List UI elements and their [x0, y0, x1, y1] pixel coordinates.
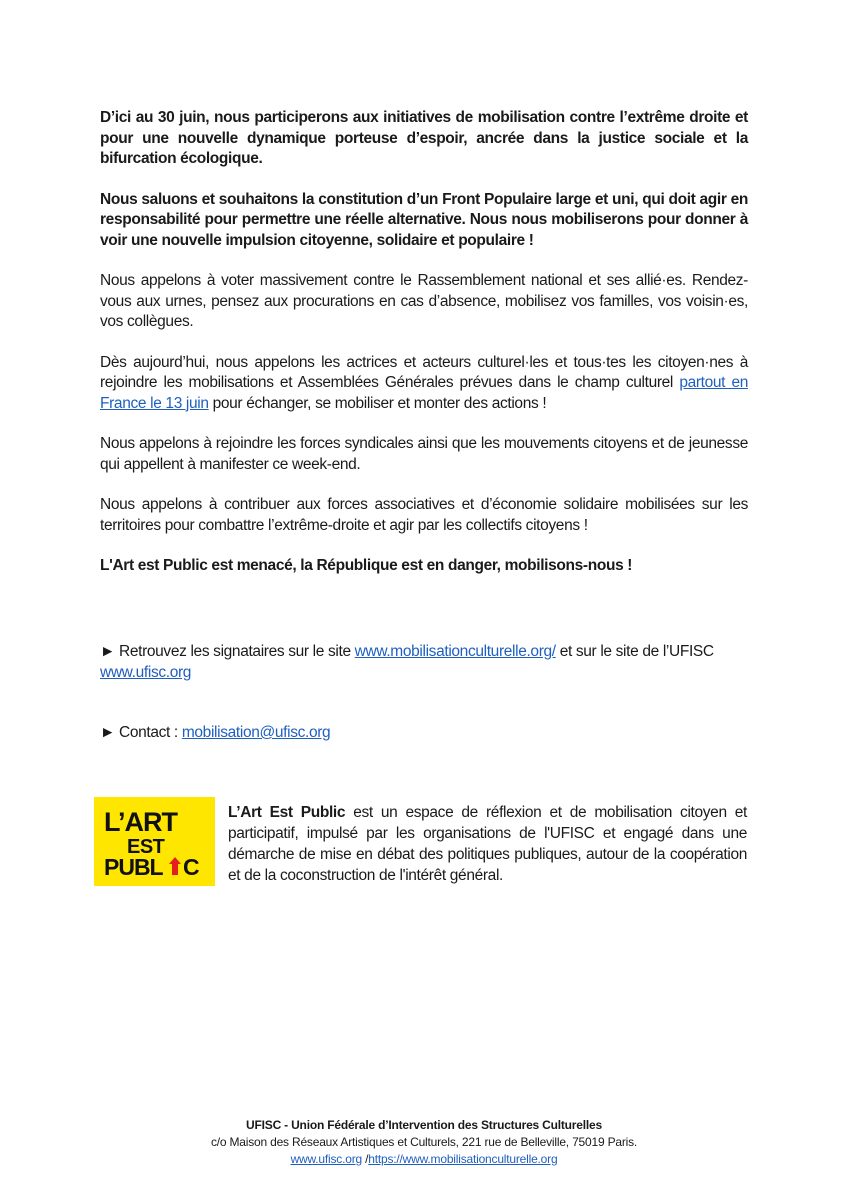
paragraph-slogan: L'Art est Public est menacé, la République est en danger, mobilisons-nous ! [100, 557, 633, 574]
logo-line-3-end: C [183, 854, 200, 880]
about-text [228, 802, 747, 886]
arrow-up-icon [169, 857, 181, 875]
paragraph-mobilisation-text: Dès aujourd’hui, nous appelons les actrices et acteurs culturel·les et tous·tes les citoyen·nes à rejoindre les mobilisations et Assemblées Générales prévues dans le champ culturel [100, 353, 748, 391]
about-name: L’Art Est Public [228, 804, 346, 821]
paragraph-unions: Nous appelons à rejoindre les forces syndicales ainsi que les mouvements citoyens et de jeunesse qui appellent à manifester ce week-end. [100, 435, 748, 473]
paragraph-associations: Nous appelons à contribuer aux forces associatives et d’économie solidaire mobilisées sur les territoires pour combattre l’extrême-droite et agir par les collectifs citoyens ! [100, 496, 748, 534]
paragraph-front-populaire: Nous saluons et souhaitons la constitution d’un Front Populaire large et uni, qui doit agir en responsabilité pour permettre une réelle alternative. Nous nous mobiliserons pour donner à voir une nouvelle impulsion citoyenne, solidaire et populaire ! [100, 190, 748, 249]
signatories-text: Retrouvez les signataires sur le site [119, 643, 355, 660]
footer-org-name: UFISC - Union Fédérale d’Intervention des Structures Culturelles [246, 1118, 602, 1132]
paragraph-mobilisation-end: pour échanger, se mobiliser et monter des actions ! [208, 394, 547, 412]
paragraph-mobilisation [100, 353, 748, 415]
signatories-middle-text: et sur le site de l’UFISC [555, 643, 714, 660]
arrow-right-icon: ► [100, 643, 115, 660]
page-footer [0, 1117, 848, 1168]
paragraph-vote-call: Nous appelons à voter massivement contre le Rassemblement national et ses allié·es. Rendez-vous aux urnes, pensez aux procurations en cas d’absence, mobilisez vos familles, vos voisin·es, vos collègues. [100, 272, 748, 330]
logo-line-2: EST [127, 836, 165, 858]
main-text [100, 108, 748, 597]
france-13-juin-link[interactable]: partout en France le 13 juin [100, 374, 748, 412]
ufisc-link[interactable]: www.ufisc.org [100, 663, 192, 681]
art-est-public-logo [94, 797, 215, 886]
about-description: est un espace de réflexion et de mobilisation citoyen et participatif, impulsé par les organisations de l'UFISC et engagé dans une démarche de mise en débat des politiques publiques, autour de la coopération et de la coconstruction de l'intérêt général. [228, 804, 747, 884]
logo-line-3: PUBL [104, 854, 163, 880]
mobilisationculturelle-link[interactable]: www.mobilisationculturelle.org/ [354, 643, 556, 660]
footer-mobilisation-link[interactable]: https://www.mobilisationculturelle.org [368, 1152, 558, 1166]
footer-separator: / [361, 1152, 369, 1166]
contact-block [100, 724, 330, 742]
contact-label: Contact : [119, 724, 182, 741]
footer-address: c/o Maison des Réseaux Artistiques et Culturels, 221 rue de Belleville, 75019 Paris. [210, 1135, 638, 1149]
footer-links [0, 1151, 848, 1168]
arrow-right-icon: ► [100, 724, 115, 741]
footer-ufisc-link[interactable]: www.ufisc.org [290, 1152, 362, 1166]
signatories-block [100, 642, 748, 683]
paragraph-deadline: D’ici au 30 juin, nous participerons aux initiatives de mobilisation contre l’extrême droite et pour une nouvelle dynamique porteuse d’espoir, ancrée dans la justice sociale et la bifurcation écologique. [100, 109, 748, 167]
logo-line-1: L’ART [104, 807, 177, 837]
contact-email-link[interactable]: mobilisation@ufisc.org [181, 724, 331, 741]
